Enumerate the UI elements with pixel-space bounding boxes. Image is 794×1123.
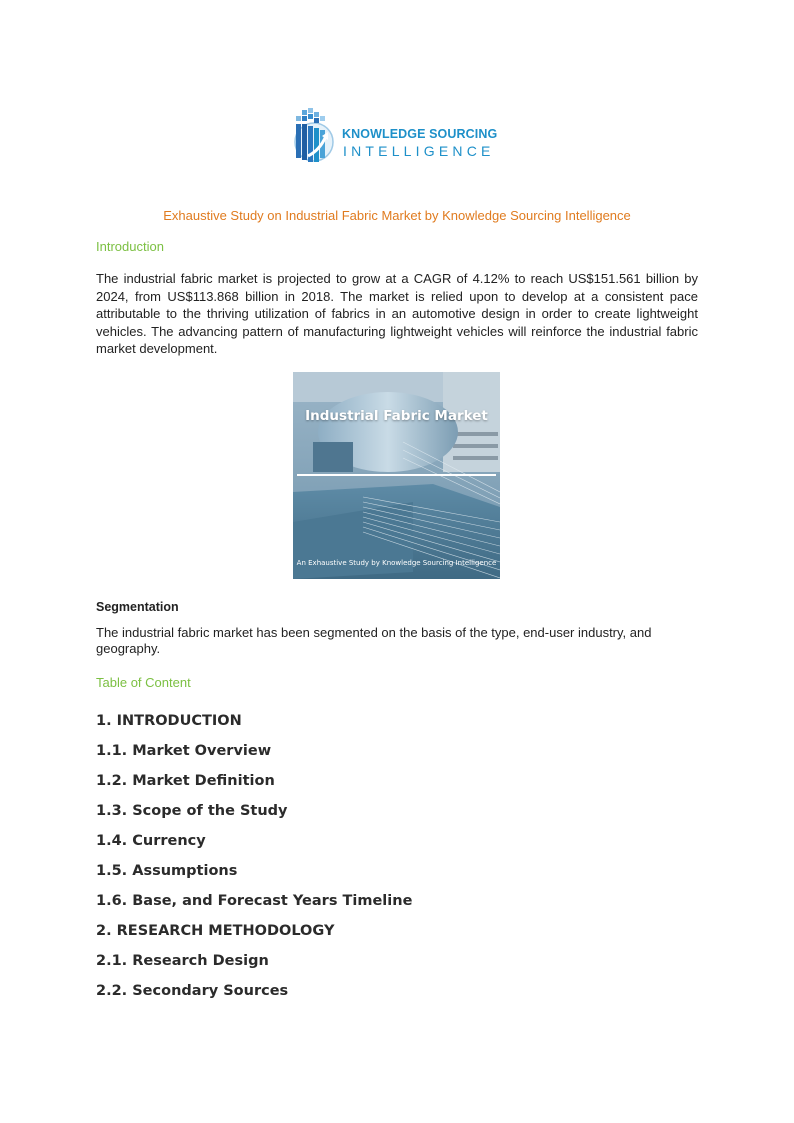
knowledge-sourcing-logo-mark-icon — [290, 106, 340, 166]
company-logo — [290, 106, 510, 168]
segmentation-heading: Segmentation — [96, 600, 179, 614]
logo-wordmark-line2: INTELLIGENCE — [343, 143, 495, 159]
cover-divider — [297, 474, 496, 476]
toc-item: 2. RESEARCH METHODOLOGY — [96, 923, 335, 939]
toc-item: 1.4. Currency — [96, 833, 206, 849]
toc-item: 1.1. Market Overview — [96, 743, 272, 759]
document-title: Exhaustive Study on Industrial Fabric Market by Knowledge Sourcing Intelligence — [163, 208, 631, 223]
toc-item: 1.2. Market Definition — [96, 773, 275, 789]
table-of-content-heading: Table of Content — [96, 675, 191, 690]
toc-item: 2.1. Research Design — [96, 953, 269, 969]
toc-item: 1.3. Scope of the Study — [96, 803, 288, 819]
toc-item: 1.6. Base, and Forecast Years Timeline — [96, 893, 413, 909]
introduction-heading: Introduction — [96, 239, 164, 254]
introduction-paragraph: The industrial fabric market is projected to grow at a CAGR of 4.12% to reach US$151.561 billion by 2024, from US$113.868 billion in 2018. The market is relied upon to develop at a consistent pace attributable to the thriving utilization of fabrics in an automotive design in order to create lightweight vehicles. The advancing pattern of manufacturing lightweight vehicles will reinforce the industrial fabric market development. — [96, 271, 698, 356]
table-of-content-list — [96, 712, 412, 1012]
segmentation-paragraph: The industrial fabric market has been segmented on the basis of the type, end-user industry, and geography. — [96, 625, 652, 656]
report-cover-image — [293, 372, 500, 579]
logo-wordmark-line1: KNOWLEDGE SOURCING — [342, 127, 498, 141]
toc-item: 2.2. Secondary Sources — [96, 983, 289, 999]
toc-item: 1.5. Assumptions — [96, 863, 238, 879]
cover-title: Industrial Fabric Market — [305, 408, 488, 424]
cover-caption: An Exhaustive Study by Knowledge Sourcing Intelligence — [296, 559, 497, 567]
toc-item: 1. INTRODUCTION — [96, 713, 242, 729]
